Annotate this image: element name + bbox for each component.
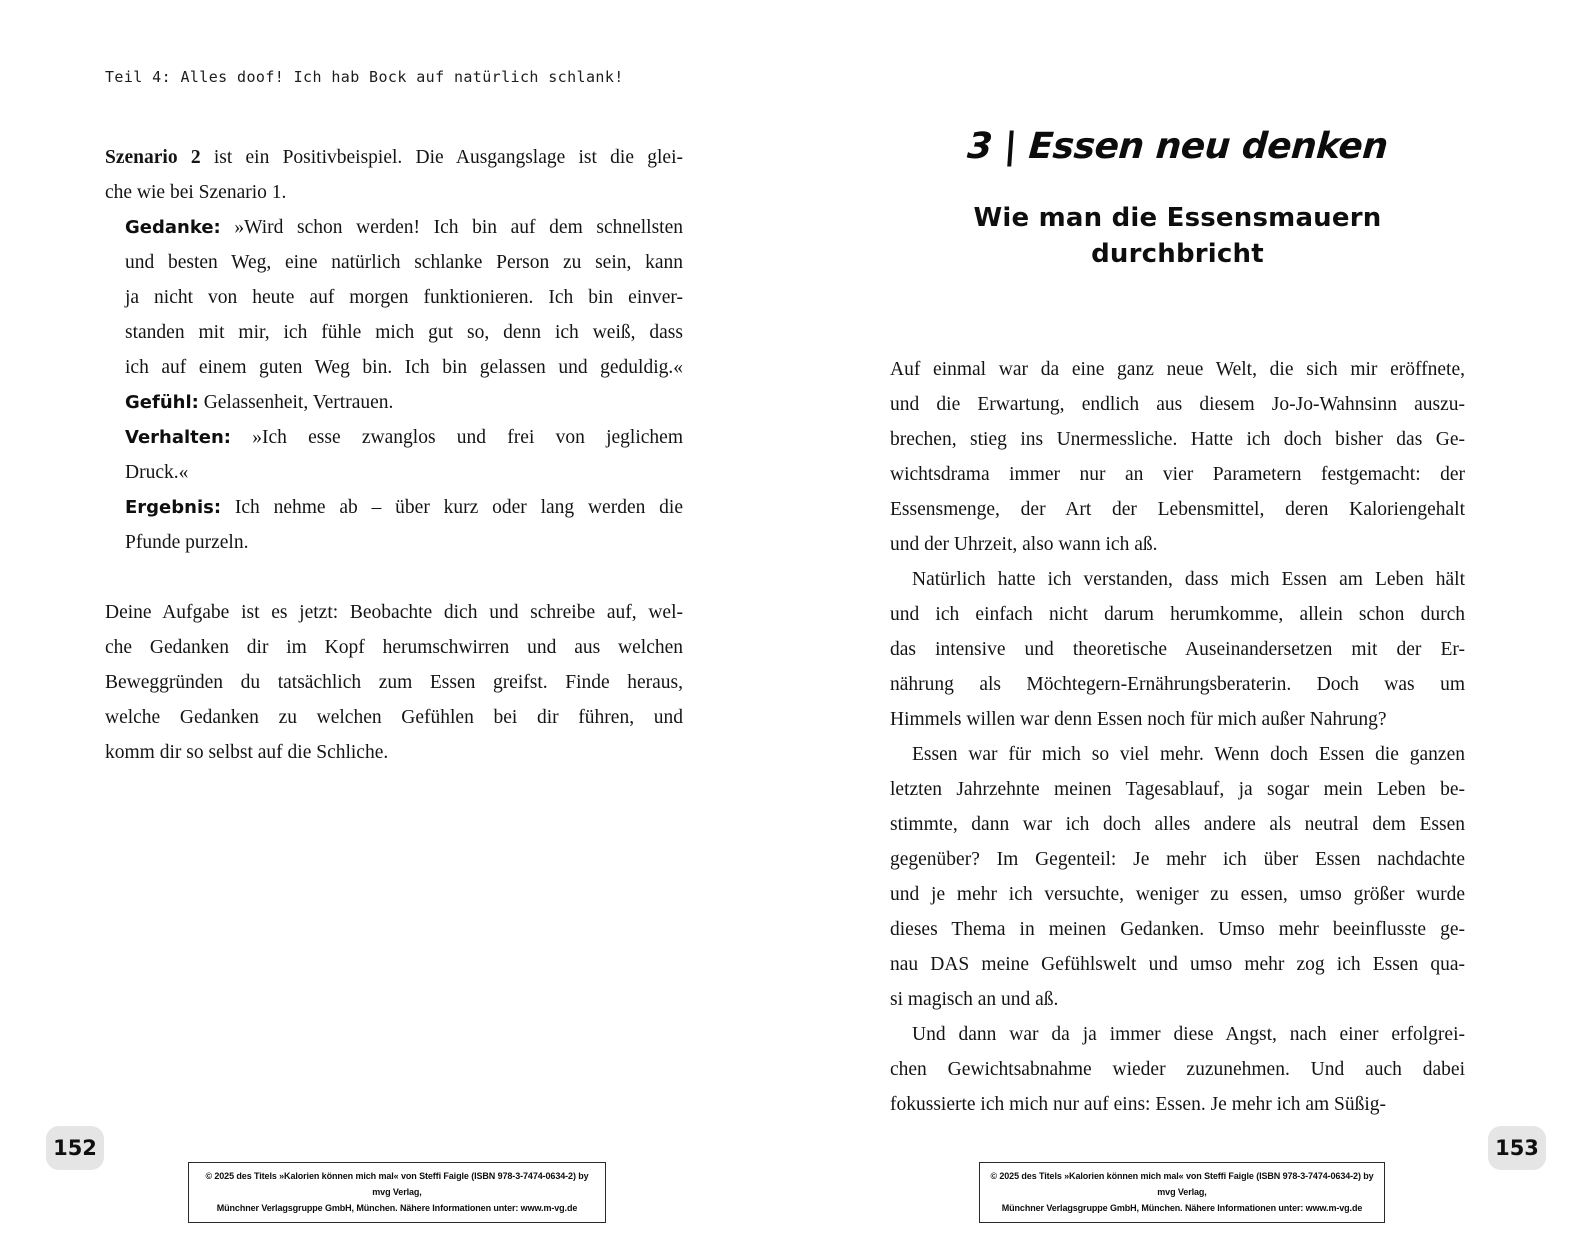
copyright-box-right xyxy=(979,1162,1385,1223)
page-number-left xyxy=(46,1126,104,1170)
text-segment: »Wird schon werden! Ich bin auf dem schnellsten xyxy=(220,217,683,238)
text-segment: che Gedanken dir im Kopf herumschwirren und aus welchen xyxy=(105,637,683,658)
running-header: Teil 4: Alles doof! Ich hab Bock auf natürlich schlank! xyxy=(105,68,624,86)
text-line xyxy=(125,210,683,245)
text-line xyxy=(105,595,683,630)
text-segment: dieses Thema in meinen Gedanken. Umso mehr beeinflusste ge- xyxy=(890,919,1465,940)
text-line xyxy=(125,350,683,385)
right-page xyxy=(797,0,1594,1240)
text-segment: nau DAS meine Gefühlswelt und umso mehr zog ich Essen qua- xyxy=(890,954,1465,975)
text-line xyxy=(890,422,1465,457)
page-number: 153 xyxy=(1495,1136,1539,1160)
page-number-right xyxy=(1488,1126,1546,1170)
chapter-subtitle xyxy=(890,200,1465,272)
text-line xyxy=(105,700,683,735)
inline-label: Gefühl: xyxy=(125,392,199,413)
text-line xyxy=(890,597,1465,632)
text-segment: letzten Jahrzehnte meinen Tagesablauf, ja sogar mein Leben be- xyxy=(890,779,1465,800)
text-segment: si magisch an und aß. xyxy=(890,989,1059,1010)
text-line xyxy=(890,562,1465,597)
text-line xyxy=(890,947,1465,982)
text-segment: Natürlich hatte ich verstanden, dass mich Essen am Leben hält xyxy=(912,569,1465,590)
text-line xyxy=(890,912,1465,947)
text-line xyxy=(890,807,1465,842)
paragraph xyxy=(105,140,683,210)
text-segment: nährung als Möchtegern-Ernährungsberaterin. Doch was um xyxy=(890,674,1465,695)
copyright-box-left xyxy=(188,1162,606,1223)
paragraph xyxy=(105,385,683,420)
subtitle-line: durchbricht xyxy=(1091,239,1264,269)
text-line xyxy=(125,525,683,560)
text-line xyxy=(105,735,683,770)
text-segment: Szenario 2 xyxy=(105,147,201,168)
text-segment: brechen, stieg ins Unermessliche. Hatte ich doch bisher das Ge- xyxy=(890,429,1465,450)
text-segment: »Ich esse zwanglos und frei von jeglichem xyxy=(231,427,683,448)
paragraph xyxy=(105,490,683,560)
text-segment: Himmels willen war denn Essen noch für mich außer Nahrung? xyxy=(890,709,1387,730)
copyright-line: © 2025 des Titels »Kalorien können mich mal« von Steffi Faigle (ISBN 978-3-7474-0634-2) by mvg Verlag, xyxy=(205,1171,589,1197)
paragraph xyxy=(105,210,683,385)
text-segment: wichtsdrama immer nur an vier Parametern festgemacht: der xyxy=(890,464,1465,485)
text-line xyxy=(890,1087,1465,1122)
page-number: 152 xyxy=(53,1136,97,1160)
text-line xyxy=(890,772,1465,807)
text-line xyxy=(125,385,683,420)
paragraph xyxy=(890,1017,1465,1122)
left-page-body xyxy=(105,140,683,770)
text-segment: Pfunde purzeln. xyxy=(125,532,249,553)
text-line xyxy=(125,420,683,455)
text-segment: stimmte, dann war ich doch alles andere als neutral dem Essen xyxy=(890,814,1465,835)
inline-label: Ergebnis: xyxy=(125,497,222,518)
text-segment: und besten Weg, eine natürlich schlanke Person zu sein, kann xyxy=(125,252,683,273)
text-line xyxy=(890,387,1465,422)
text-segment: Druck.« xyxy=(125,462,189,483)
copyright-line: Münchner Verlagsgruppe GmbH, München. Nähere Informationen unter: www.m-vg.de xyxy=(1001,1202,1363,1213)
text-segment: ja nicht von heute auf morgen funktionieren. Ich bin einver- xyxy=(125,287,683,308)
text-segment: Essensmenge, der Art der Lebensmittel, deren Kaloriengehalt xyxy=(890,499,1465,520)
text-segment: gegenüber? Im Gegenteil: Je mehr ich über Essen nachdachte xyxy=(890,849,1465,870)
paragraph xyxy=(105,420,683,490)
copyright-line: Münchner Verlagsgruppe GmbH, München. Nähere Informationen unter: www.m-vg.de xyxy=(216,1202,578,1213)
text-line xyxy=(105,175,683,210)
text-segment: standen mit mir, ich fühle mich gut so, denn ich weiß, dass xyxy=(125,322,683,343)
text-line xyxy=(890,1017,1465,1052)
paragraph xyxy=(890,352,1465,562)
text-segment: ich auf einem guten Weg bin. Ich bin gelassen und geduldig.« xyxy=(125,357,683,378)
text-line xyxy=(890,1052,1465,1087)
text-line xyxy=(125,490,683,525)
text-line xyxy=(105,140,683,175)
text-segment: welche Gedanken zu welchen Gefühlen bei dir führen, und xyxy=(105,707,683,728)
text-line xyxy=(890,842,1465,877)
text-segment: Auf einmal war da eine ganz neue Welt, die sich mir eröffnete, xyxy=(890,359,1465,380)
text-line xyxy=(105,630,683,665)
paragraph xyxy=(105,595,683,770)
paragraph xyxy=(890,562,1465,737)
text-segment: Ich nehme ab – über kurz oder lang werden die xyxy=(221,497,683,518)
chapter-title: 3 | Essen neu denken xyxy=(966,126,1389,167)
text-segment: chen Gewichtsabnahme wieder zuzunehmen. Und auch dabei xyxy=(890,1059,1465,1080)
text-line xyxy=(125,315,683,350)
text-segment: und je mehr ich versuchte, weniger zu essen, umso größer wurde xyxy=(890,884,1465,905)
text-segment: komm dir so selbst auf die Schliche. xyxy=(105,742,389,763)
text-line xyxy=(890,877,1465,912)
inline-label: Verhalten: xyxy=(125,427,231,448)
copyright-line: © 2025 des Titels »Kalorien können mich mal« von Steffi Faigle (ISBN 978-3-7474-0634-2) by mvg Verlag, xyxy=(990,1171,1374,1197)
text-segment: che wie bei Szenario 1. xyxy=(105,182,287,203)
text-line xyxy=(890,492,1465,527)
text-segment: das intensive und theoretische Auseinandersetzen mit der Er- xyxy=(890,639,1465,660)
text-line xyxy=(890,667,1465,702)
text-line xyxy=(890,702,1465,737)
paragraph xyxy=(890,737,1465,1017)
subtitle-line: Wie man die Essensmauern xyxy=(973,203,1382,233)
text-segment: Beweggründen du tatsächlich zum Essen greifst. Finde heraus, xyxy=(105,672,683,693)
text-segment: und die Erwartung, endlich aus diesem Jo-Jo-Wahnsinn auszu- xyxy=(890,394,1465,415)
text-line xyxy=(125,245,683,280)
text-segment: Deine Aufgabe ist es jetzt: Beobachte dich und schreibe auf, wel- xyxy=(105,602,683,623)
text-line xyxy=(890,737,1465,772)
text-line xyxy=(890,352,1465,387)
inline-label: Gedanke: xyxy=(125,217,221,238)
text-segment: fokussierte ich mich nur auf eins: Essen. Je mehr ich am Süßig- xyxy=(890,1094,1387,1115)
text-line xyxy=(125,455,683,490)
text-segment: und ich einfach nicht darum herumkomme, allein schon durch xyxy=(890,604,1465,625)
text-segment: Und dann war da ja immer diese Angst, nach einer erfolgrei- xyxy=(912,1024,1465,1045)
text-line xyxy=(105,665,683,700)
right-page-body xyxy=(890,352,1465,1122)
text-segment: ist ein Positivbeispiel. Die Ausgangslage ist die glei- xyxy=(200,147,683,168)
text-line xyxy=(890,632,1465,667)
text-segment: Gelassenheit, Vertrauen. xyxy=(198,392,394,413)
text-segment: und der Uhrzeit, also wann ich aß. xyxy=(890,534,1158,555)
text-line xyxy=(125,280,683,315)
text-segment: Essen war für mich so viel mehr. Wenn doch Essen die ganzen xyxy=(912,744,1465,765)
text-line xyxy=(890,527,1465,562)
text-line xyxy=(890,457,1465,492)
text-line xyxy=(890,982,1465,1017)
